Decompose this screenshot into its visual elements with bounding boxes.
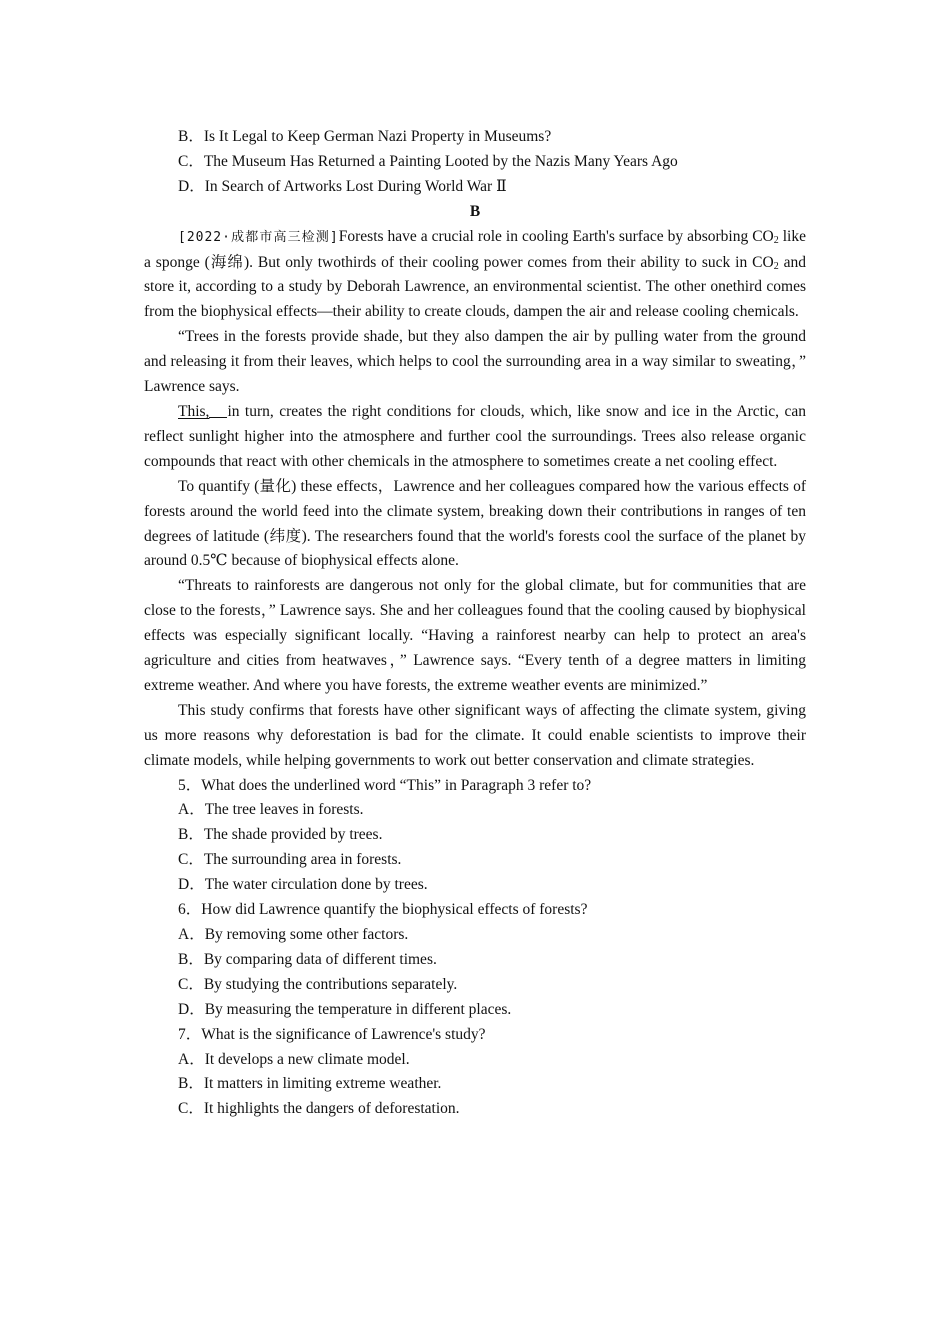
question-6-option-a: A．By removing some other factors. xyxy=(178,926,409,943)
passage-paragraph-2: “Trees in the forests provide shade, but they also dampen the air by pulling water from the ground and releasing it from their leaves, which helps to cool the surrounding area in a way similar to sweating，” Lawrence says. xyxy=(144,328,806,396)
prev-option-d: D．In Search of Artworks Lost During World War Ⅱ xyxy=(178,177,507,195)
source-tag: [2022·成都市高三检测] xyxy=(178,229,339,245)
question-7-option-b: B．It matters in limiting extreme weather. xyxy=(178,1075,442,1093)
question-7-option-c: C．It highlights the dangers of deforestation. xyxy=(178,1100,460,1118)
question-6-stem: 6．How did Lawrence quantify the biophysical effects of forests? xyxy=(178,901,588,919)
prev-option-b: B．Is It Legal to Keep German Nazi Property in Museums? xyxy=(178,128,552,145)
question-6-option-c: C．By studying the contributions separately. xyxy=(178,975,458,993)
question-5-option-b: B．The shade provided by trees. xyxy=(178,826,383,844)
question-5-option-c: C．The surrounding area in forests. xyxy=(178,851,402,869)
question-5-option-a: A．The tree leaves in forests. xyxy=(178,801,364,819)
question-7-stem: 7．What is the significance of Lawrence's study? xyxy=(178,1025,486,1043)
passage-paragraph-1: [2022·成都市高三检测]Forests have a crucial role in cooling Earth's surface by absorbing $CO_2$ like a sponge (海绵). But only twothirds of their cooling power comes from their ability to suck in $CO_2$ and store it, according to a study by Deborah Lawrence, an environmental scientist. The other onethird comes from the biophysical effects—their ability to create clouds, dampen the air and release cooling chemicals. xyxy=(144,227,806,321)
underline-blank xyxy=(209,403,227,418)
prev-option-c: C．The Museum Has Returned a Painting Looted by the Nazis Many Years Ago xyxy=(178,152,678,170)
question-7-option-a: A．It develops a new climate model. xyxy=(178,1050,410,1068)
question-5-stem: 5．What does the underlined word “This” in Paragraph 3 refer to? xyxy=(178,776,592,794)
passage-paragraph-4: To quantify (量化) these effects，Lawrence and her colleagues compared how the various effects of forests around the world feed into the climate system, breaking down their contributions in ranges of ten degrees of latitude (纬度). The researchers found that the world's forests cool the surface of the planet by around 0.5℃ because of biophysical effects alone. xyxy=(144,477,806,570)
passage-paragraph-5: “Threats to rainforests are dangerous not only for the global climate, but for communities that are close to the forests，” Lawrence says. She and her colleagues found that the cooling caused by biophysical effects was especially significant locally. “Having a rainforest nearby can help to protect an area's agriculture and cities from heatwaves，” Lawrence says. “Every tenth of a degree matters in limiting extreme weather. And where you have forests, the extreme weather events are minimized.” xyxy=(144,577,806,694)
question-6-option-b: B．By comparing data of different times. xyxy=(178,950,437,968)
passage-paragraph-3: This, in turn, creates the right conditions for clouds, which, like snow and ice in the Arctic, can reflect sunlight higher into the atmosphere and further cool the surroundings. Trees also release organic compounds that react with other chemicals in the atmosphere to sometimes create a net cooling effect. xyxy=(144,402,806,470)
underlined-word: This, xyxy=(178,402,210,420)
question-5-option-d: D．The water circulation done by trees. xyxy=(178,876,428,894)
section-label: B xyxy=(469,202,481,220)
passage-paragraph-6: This study confirms that forests have other significant ways of affecting the climate system, giving us more reasons why deforestation is bad for the climate. It could enable scientists to improve their climate models, while helping governments to work out better conservation and climate strategies. xyxy=(144,701,806,769)
question-6-option-d: D．By measuring the temperature in different places. xyxy=(178,1000,512,1018)
document-page xyxy=(144,125,806,1122)
